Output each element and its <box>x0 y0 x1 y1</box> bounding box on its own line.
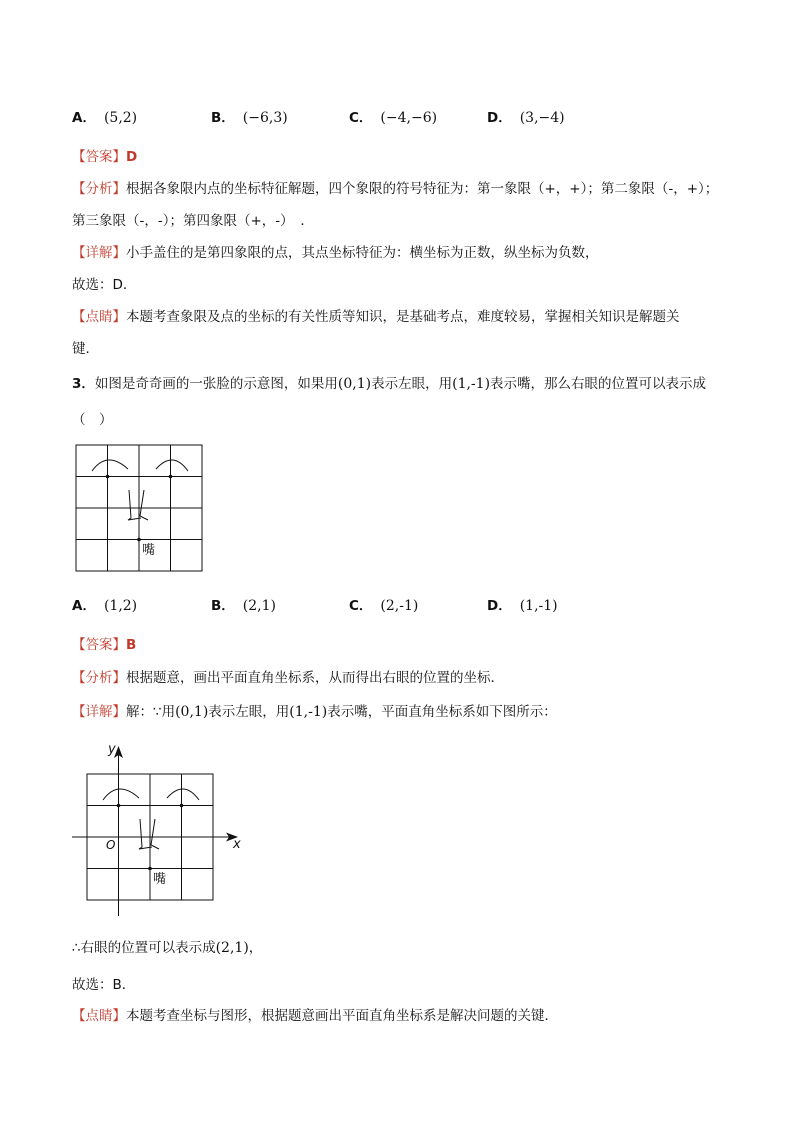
q3-option-d: D． (1,-1) <box>487 598 558 614</box>
left-eye-dot <box>106 475 110 479</box>
q3-answer: 【答案】B <box>72 637 137 653</box>
q2-option-b: B． (−6,3) <box>211 110 288 126</box>
y-axis-label: y <box>108 742 116 757</box>
q3-face-figure <box>70 440 210 576</box>
mouth-dot <box>137 538 141 542</box>
q2-option-a: A． (5,2) <box>72 110 138 126</box>
q2-analysis-line1: 【分析】根据各象限内点的坐标特征解题，四个象限的符号特征为：第一象限（+，+）；第二象限（-，+）； <box>72 181 719 197</box>
right-eye-dot <box>180 804 184 808</box>
right-eyebrow <box>156 460 188 471</box>
q3-answer-paren: （ ） <box>72 412 113 428</box>
q3-stem: 3．如图是奇奇画的一张脸的示意图，如果用(0,1)表示左眼，用(1,-1)表示嘴，那么右眼的位置可以表示成 <box>72 376 707 392</box>
mouth-dot <box>148 867 152 871</box>
right-eyebrow <box>167 789 199 800</box>
left-eyebrow <box>103 789 139 800</box>
q2-comment-line1: 【点睛】本题考查象限及点的坐标的有关性质等知识，是基础考点，难度较易，掌握相关知识是解题关 <box>72 309 680 325</box>
q2-option-c: C． (−4,−6) <box>349 110 438 126</box>
q3-detail: 【详解】解：∵用(0,1)表示左眼，用(1,-1)表示嘴，平面直角坐标系如下图所示： <box>72 704 557 720</box>
nose <box>139 819 159 849</box>
q2-choose: 故选：D． <box>72 277 137 293</box>
x-axis-label: x <box>233 837 241 852</box>
left-eyebrow <box>92 460 128 471</box>
left-eye-dot <box>117 804 121 808</box>
q2-detail: 【详解】小手盖住的是第四象限的点，其点坐标特征为：横坐标为正数，纵坐标为负数， <box>72 245 599 261</box>
q3-conclusion: ∴右眼的位置可以表示成(2,1)， <box>72 940 263 956</box>
q3-choose: 故选：B． <box>72 977 136 993</box>
q2-analysis-line2: 第三象限（-，-）；第四象限（+，-） ． <box>72 213 314 229</box>
q2-answer: 【答案】D <box>72 149 138 165</box>
q3-option-c: C． (2,-1) <box>349 598 419 614</box>
mouth-label: 嘴 <box>153 872 167 887</box>
q2-comment-line2: 键． <box>72 341 99 357</box>
nose <box>128 490 148 520</box>
q3-option-b: B． (2,1) <box>211 598 276 614</box>
q3-coordinate-figure <box>66 738 256 920</box>
q3-comment: 【点睛】本题考查坐标与图形，根据题意画出平面直角坐标系是解决问题的关键． <box>72 1008 558 1024</box>
mouth-label: 嘴 <box>142 543 156 558</box>
q3-option-a: A． (1,2) <box>72 598 138 614</box>
q3-analysis: 【分析】根据题意，画出平面直角坐标系，从而得出右眼的位置的坐标． <box>72 670 504 686</box>
origin-label: O <box>106 838 116 852</box>
right-eye-dot <box>169 475 173 479</box>
q2-option-d: D． (3,−4) <box>487 110 565 126</box>
